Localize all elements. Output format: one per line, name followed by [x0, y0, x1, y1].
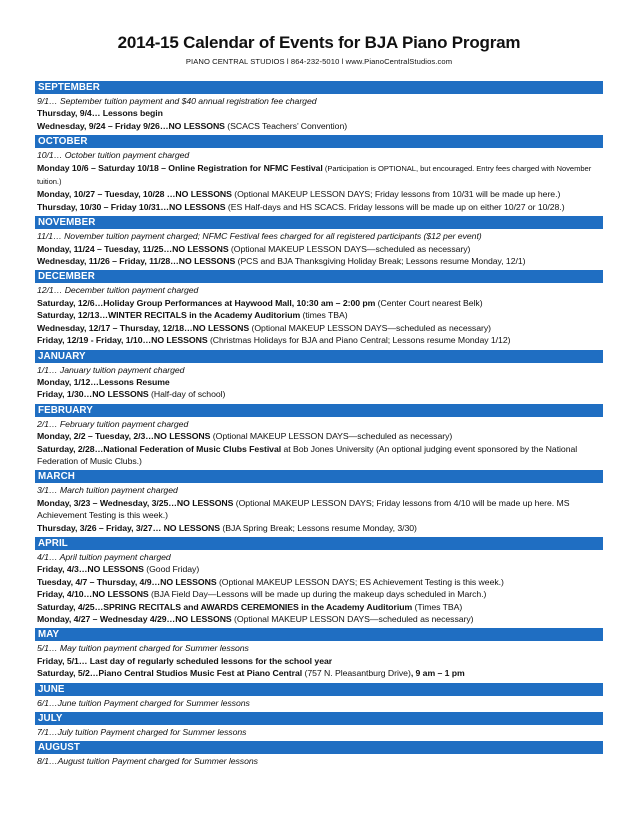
month-section-june	[35, 683, 603, 709]
page-title: 2014-15 Calendar of Events for BJA Piano Program	[117, 33, 521, 52]
month-section-may	[35, 628, 603, 679]
event-details: (Participation is OPTIONAL, but encouraged. Entry fees charged with November tuition.)	[37, 163, 592, 187]
studio-contact-line: PIANO CENTRAL STUDIOS l 864-232-5010 l www.PianoCentralStudios.com	[185, 57, 453, 66]
event-details: (Optional MAKEUP LESSON DAYS; Friday lessons from 4/10 will be made up here. MS Achievement Testing is this week.)	[37, 497, 570, 521]
note-text: 3/1… March tuition payment charged	[37, 485, 178, 496]
event-item	[35, 655, 603, 667]
event-date-title: Friday, 5/1… Last day of regularly scheduled lessons for the school year	[37, 655, 333, 666]
event-time: , 9 am – 1 pm	[410, 668, 465, 679]
event-details: (Optional MAKEUP LESSON DAYS—scheduled as necessary)	[228, 243, 471, 254]
event-item	[35, 388, 603, 400]
event-details: (Optional MAKEUP LESSON DAYS; Friday lessons from 10/31 will be made up here.)	[231, 189, 561, 200]
event-item	[35, 107, 603, 119]
tuition-note	[35, 697, 603, 709]
event-date-title: Saturday, 12/6…Holiday Group Performances at Haywood Mall, 10:30 am – 2:00 pm	[37, 297, 376, 308]
event-details: (Optional MAKEUP LESSON DAYS—scheduled as necessary)	[249, 322, 491, 333]
event-item	[35, 376, 603, 388]
note-text: 1/1… January tuition payment charged	[37, 364, 185, 375]
event-item	[35, 309, 603, 321]
event-item	[35, 162, 603, 189]
event-item	[35, 497, 603, 522]
note-text: 5/1… May tuition payment charged for Summer lessons	[37, 643, 249, 654]
event-item	[35, 120, 603, 132]
event-details: (Center Court nearest Belk)	[375, 297, 483, 308]
event-details: (Christmas Holidays for BJA and Piano Central; Lessons resume Monday 1/12)	[207, 335, 511, 346]
event-item	[35, 667, 603, 679]
month-header: JUNE	[35, 683, 603, 696]
event-item	[35, 601, 603, 613]
month-section-july	[35, 712, 603, 738]
month-section-september	[35, 81, 603, 132]
tuition-note	[35, 284, 603, 296]
event-details: (Optional MAKEUP LESSON DAYS; ES Achievement Testing is this week.)	[216, 576, 504, 587]
event-item	[35, 243, 603, 255]
event-item	[35, 201, 603, 213]
month-header: NOVEMBER	[35, 216, 603, 229]
tuition-note	[35, 418, 603, 430]
tuition-note	[35, 230, 603, 242]
month-header: APRIL	[35, 537, 603, 550]
event-item	[35, 430, 603, 442]
month-header: FEBRUARY	[35, 404, 603, 417]
month-header: JANUARY	[35, 350, 603, 363]
month-section-december	[35, 270, 603, 346]
event-item	[35, 322, 603, 334]
event-details: (Optional MAKEUP LESSON DAYS—scheduled as necessary)	[231, 614, 474, 624]
event-date-title: Monday, 1/12…Lessons Resume	[37, 376, 170, 387]
month-section-march	[35, 470, 603, 534]
month-section-february	[35, 404, 603, 468]
month-section-january	[35, 350, 603, 401]
event-details: (Times TBA)	[412, 601, 463, 612]
event-date-title: Monday, 10/27 – Tuesday, 10/28 …NO LESSONS	[37, 189, 232, 200]
event-date-title: Friday, 1/30…NO LESSONS	[37, 389, 149, 400]
event-item	[35, 443, 603, 468]
event-item	[35, 255, 603, 267]
event-date-title: Monday, 4/27 – Wednesday 4/29…NO LESSONS	[37, 614, 232, 624]
event-date-title: Thursday, 9/4… Lessons begin	[37, 108, 163, 119]
event-date-title: Saturday, 2/28…National Federation of Music Clubs Festival	[37, 443, 282, 454]
event-item	[35, 588, 603, 600]
event-details: (PCS and BJA Thanksgiving Holiday Break; Lessons resume Monday, 12/1)	[235, 256, 526, 267]
event-details: at Bob Jones University (An optional judging event sponsored by the National Federation of Music Clubs.)	[37, 443, 578, 466]
months-list	[35, 81, 603, 768]
event-date-title: Monday, 3/23 – Wednesday, 3/25…NO LESSONS	[37, 497, 234, 508]
note-text: 7/1…July tuition Payment charged for Summer lessons	[37, 727, 247, 738]
event-item	[35, 188, 603, 200]
event-date-title: Saturday, 5/2…Piano Central Studios Music Fest at Piano Central	[37, 668, 303, 679]
event-item	[35, 576, 603, 588]
note-text: 9/1… September tuition payment and $40 annual registration fee charged	[37, 96, 317, 106]
event-item	[35, 297, 603, 309]
event-item	[35, 563, 603, 575]
event-date-title: Friday, 4/10…NO LESSONS	[37, 589, 149, 600]
event-item	[35, 522, 603, 534]
event-details: (times TBA)	[300, 310, 348, 321]
tuition-note	[35, 364, 603, 376]
month-section-november	[35, 216, 603, 267]
month-header: MARCH	[35, 470, 603, 483]
note-text: 11/1… November tuition payment charged; NFMC Festival fees charged for all registered participants ($12 per event)	[37, 231, 482, 242]
note-text: 4/1… April tuition payment charged	[37, 551, 171, 562]
month-header: DECEMBER	[35, 270, 603, 283]
tuition-note	[35, 95, 603, 107]
event-date-title: Thursday, 10/30 – Friday 10/31…NO LESSONS	[37, 201, 226, 212]
event-date-title: Wednesday, 9/24 – Friday 9/26…NO LESSONS	[37, 120, 225, 131]
tuition-note	[35, 642, 603, 654]
tuition-note	[35, 484, 603, 496]
event-date-title: Saturday, 4/25…SPRING RECITALS and AWARDS CEREMONIES in the Academy Auditorium	[37, 601, 413, 612]
month-header: OCTOBER	[35, 135, 603, 148]
event-date-title: Monday, 11/24 – Tuesday, 11/25…NO LESSONS	[37, 243, 229, 254]
tuition-note	[35, 551, 603, 563]
month-header: AUGUST	[35, 741, 603, 754]
event-details: (Half-day of school)	[148, 389, 226, 400]
month-section-april	[35, 537, 603, 625]
tuition-note	[35, 755, 603, 767]
month-header: MAY	[35, 628, 603, 641]
event-date-title: Wednesday, 11/26 – Friday, 11/28…NO LESSONS	[37, 256, 236, 267]
event-details: (SCACS Teachers’ Convention)	[224, 120, 348, 131]
event-details: (Optional MAKEUP LESSON DAYS—scheduled as necessary)	[210, 431, 453, 442]
tuition-note	[35, 149, 603, 161]
event-date-title: Saturday, 12/13…WINTER RECITALS in the Academy Auditorium	[37, 310, 301, 321]
event-date-title: Thursday, 3/26 – Friday, 3/27… NO LESSONS	[37, 522, 221, 533]
event-date-title: Friday, 4/3…NO LESSONS	[37, 564, 144, 575]
note-text: 2/1… February tuition payment charged	[37, 418, 189, 429]
event-date-title: Monday, 2/2 – Tuesday, 2/3…NO LESSONS	[37, 431, 211, 442]
month-section-october	[35, 135, 603, 213]
note-text: 6/1…June tuition Payment charged for Summer lessons	[37, 697, 250, 708]
month-section-august	[35, 741, 603, 767]
month-header: JULY	[35, 712, 603, 725]
tuition-note	[35, 726, 603, 738]
note-text: 10/1… October tuition payment charged	[37, 150, 190, 161]
event-item	[35, 613, 603, 625]
event-details: (Good Friday)	[143, 564, 200, 575]
event-date-title: Monday 10/6 – Saturday 10/18 – Online Registration for NFMC Festival	[37, 162, 323, 173]
event-details: (ES Half-days and HS SCACS. Friday lessons will be made up on either 10/27 or 10/28.)	[225, 201, 565, 212]
event-date-title: Tuesday, 4/7 – Thursday, 4/9…NO LESSONS	[37, 576, 217, 587]
event-date-title: Wednesday, 12/17 – Thursday, 12/18…NO LESSONS	[37, 322, 250, 333]
note-text: 8/1…August tuition Payment charged for Summer lessons	[37, 756, 258, 767]
note-text: 12/1… December tuition payment charged	[37, 285, 199, 296]
event-details: (BJA Field Day—Lessons will be made up during the makeup days scheduled in March.)	[148, 589, 487, 600]
event-details: (BJA Spring Break; Lessons resume Monday, 3/30)	[220, 522, 417, 533]
event-date-title: Friday, 12/19 - Friday, 1/10…NO LESSONS	[37, 335, 208, 346]
month-header: SEPTEMBER	[35, 81, 603, 94]
event-details: (757 N. Pleasantburg Drive)	[302, 668, 411, 679]
event-item	[35, 334, 603, 346]
